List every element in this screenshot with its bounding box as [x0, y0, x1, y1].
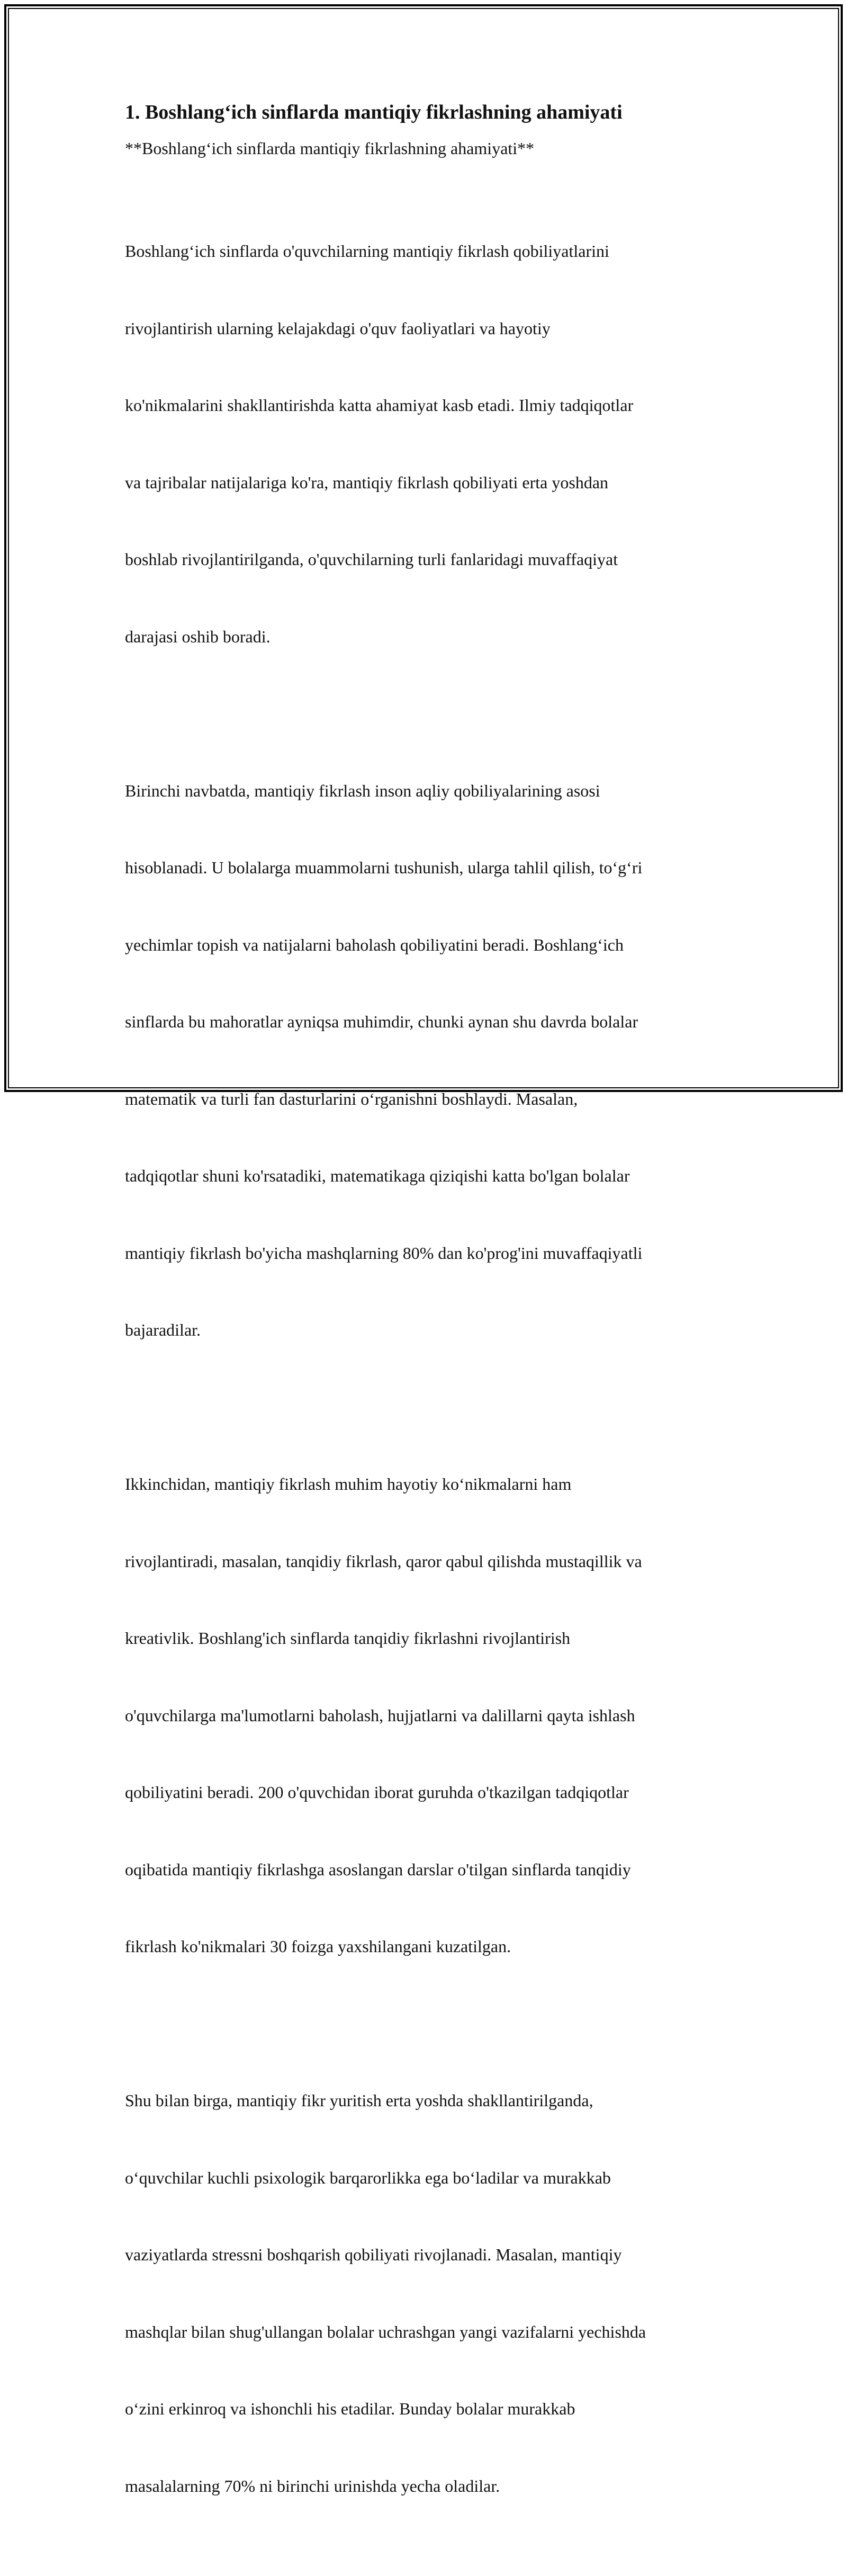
- paragraph-4: [125, 2036, 723, 2550]
- text-line: rivojlantiradi, masalan, tanqidiy fikrlash, qaror qabul qilishda mustaqillik va: [125, 1551, 642, 1571]
- text-line: matematik va turli fan dasturlarini o‘rganishni boshlaydi. Masalan,: [125, 1089, 578, 1108]
- text-line: mantiqiy fikrlash bo'yicha mashqlarning 80% dan ko'prog'ini muvaffaqiyatli: [125, 1243, 643, 1263]
- text-line: ko'nikmalarini shakllantirishda katta ahamiyat kasb etadi. Ilmiy tadqiqotlar: [125, 396, 634, 415]
- text-line: o‘quvchilar kuchli psixologik barqarorlikka ega bo‘ladilar va murakkab: [125, 2168, 611, 2187]
- text-line: fikrlash ko'nikmalari 30 foizga yaxshilangani kuzatilgan.: [125, 1937, 511, 1956]
- text-line: Ikkinchidan, mantiqiy fikrlash muhim hayotiy ko‘nikmalarni ham: [125, 1474, 572, 1493]
- text-line: darajasi oshib boradi.: [125, 627, 271, 646]
- text-line: Boshlang‘ich sinflarda o'quvchilarning mantiqiy fikrlash qobiliyatlarini: [125, 241, 609, 261]
- text-line: masalalarning 70% ni birinchi urinishda yecha oladilar.: [125, 2476, 500, 2496]
- text-line: o‘zini erkinroq va ishonchli his etadilar. Bunday bolalar murakkab: [125, 2399, 575, 2418]
- text-line: rivojlantirish ularning kelajakdagi o'quv faoliyatlari va hayotiy: [125, 318, 551, 338]
- document-body: [125, 99, 723, 2576]
- text-line: **Boshlang‘ich sinflarda mantiqiy fikrlashning ahamiyati**: [125, 139, 535, 158]
- text-line: bajaradilar.: [125, 1320, 201, 1339]
- text-line: oqibatida mantiqiy fikrlashga asoslangan darslar o'tilgan sinflarda tanqidiy: [125, 1859, 631, 1879]
- text-line: kreativlik. Boshlang'ich sinflarda tanqidiy fikrlashni rivojlantirish: [125, 1629, 571, 1648]
- text-line: va tajribalar natijalariga ko'ra, mantiqiy fikrlash qobiliyati erta yoshdan: [125, 472, 609, 492]
- text-line: tadqiqotlar shuni ko'rsatadiki, matematikaga qiziqishi katta bo'lgan bolalar: [125, 1166, 630, 1185]
- paragraph-3: [125, 1420, 723, 2011]
- text-line: boshlab rivojlantirilganda, o'quvchilarning turli fanlaridagi muvaffaqiyat: [125, 550, 618, 569]
- text-line: hisoblanadi. U bolalarga muammolarni tushunish, ularga tahlil qilish, to‘g‘ri: [125, 858, 643, 877]
- text-line: o'quvchilarga ma'lumotlarni baholash, hujjatlarni va dalillarni qayta ishlash: [125, 1705, 635, 1725]
- text-line: vaziyatlarda stressni boshqarish qobiliyati rivojlanadi. Masalan, mantiqiy: [125, 2245, 622, 2264]
- subtitle-line: [125, 136, 723, 162]
- text-line: Shu bilan birga, mantiqiy fikr yuritish erta yoshda shakllantirilganda,: [125, 2091, 593, 2110]
- paragraph-1: [125, 187, 723, 701]
- text-line: sinflarda bu mahoratlar ayniqsa muhimdir, chunki aynan shu davrda bolalar: [125, 1012, 638, 1031]
- text-line: qobiliyatini beradi. 200 o'quvchidan iborat guruhda o'tkazilgan tadqiqotlar: [125, 1783, 629, 1802]
- text-line: mashqlar bilan shug'ullangan bolalar uchrashgan yangi vazifalarni yechishda: [125, 2322, 646, 2341]
- paragraph-2: [125, 727, 723, 1394]
- text-line: yechimlar topish va natijalarni baholash qobiliyatini beradi. Boshlang‘ich: [125, 935, 624, 954]
- text-line: Birinchi navbatda, mantiqiy fikrlash inson aqliy qobiliyalarining asosi: [125, 781, 600, 800]
- page-title: 1. Boshlang‘ich sinflarda mantiqiy fikrlashning ahamiyati: [125, 101, 623, 123]
